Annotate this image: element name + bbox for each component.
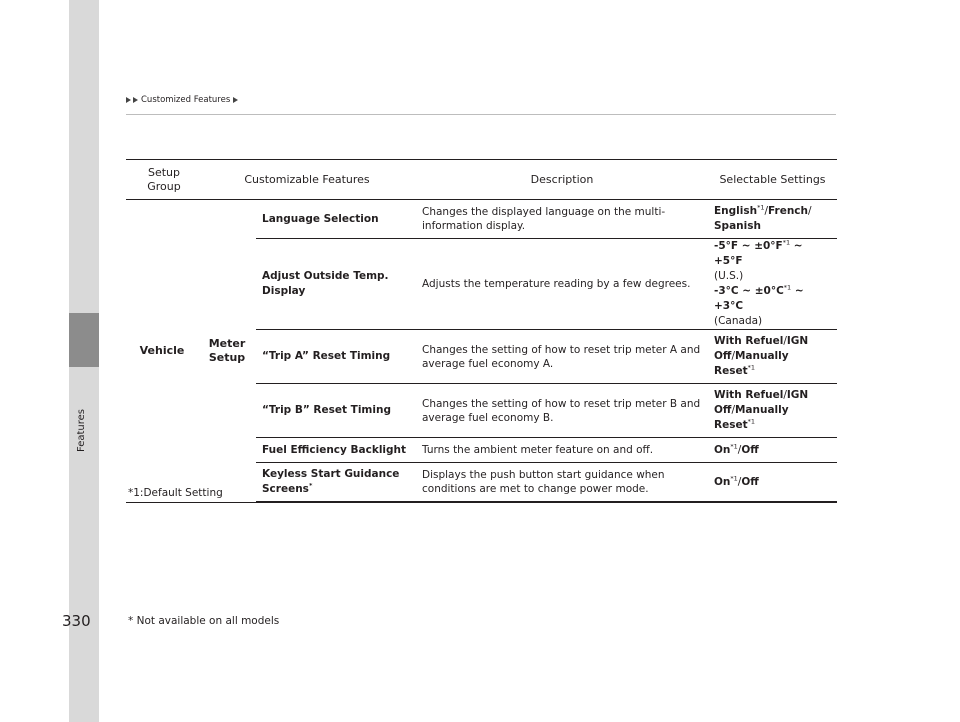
setting-option: Spanish <box>714 220 761 232</box>
default-marker: *1 <box>783 283 792 292</box>
setting-option: ~ +3°C <box>714 285 804 312</box>
header-selectable-settings: Selectable Settings <box>708 160 837 200</box>
feature-description: Changes the setting of how to reset trip meter A and average fuel economy A. <box>416 330 708 384</box>
sidebar-section-label: Features <box>76 409 87 452</box>
setting-option: Off <box>741 475 759 488</box>
setting-option: Manually Reset <box>714 350 789 377</box>
breadcrumb <box>126 95 240 105</box>
table-row <box>126 200 837 239</box>
header-description: Description <box>416 160 708 200</box>
feature-name: Fuel Efficiency Backlight <box>256 438 416 463</box>
separator: / <box>731 404 735 416</box>
triangle-right-icon <box>233 97 238 103</box>
setting-option: -5°F ~ ±0°F <box>714 240 783 252</box>
breadcrumb-label: Customized Features <box>141 95 231 105</box>
setting-option: IGN Off <box>714 389 809 416</box>
feature-name: Language Selection <box>256 200 416 239</box>
table-footnote: *1:Default Setting <box>128 487 223 499</box>
default-marker: *1 <box>757 203 765 212</box>
default-marker: *1 <box>730 474 738 482</box>
feature-description: Adjusts the temperature reading by a few degrees. <box>416 239 708 330</box>
feature-settings <box>708 463 837 502</box>
separator: / <box>783 389 787 401</box>
feature-settings <box>708 438 837 463</box>
setting-region: (U.S.) <box>714 270 744 282</box>
separator: / <box>731 350 735 362</box>
sidebar-tab-marker <box>69 313 99 367</box>
default-marker: *1 <box>747 363 755 372</box>
setting-option: -3°C ~ ±0°C <box>714 285 784 297</box>
table-header-row <box>126 160 837 200</box>
header-rule <box>126 114 836 115</box>
setting-option: IGN Off <box>714 335 809 362</box>
feature-description: Changes the displayed language on the multi-information display. <box>416 200 708 239</box>
group-cell: Vehicle <box>139 344 185 358</box>
customization-table <box>126 159 837 503</box>
feature-name <box>256 463 416 502</box>
setting-option: English <box>714 205 758 217</box>
default-marker: *1 <box>782 238 791 247</box>
setting-region: (Canada) <box>714 315 763 327</box>
feature-description: Changes the setting of how to reset trip meter B and average fuel economy B. <box>416 384 708 438</box>
subgroup-label: Meter Setup <box>208 336 246 364</box>
header-customizable-features: Customizable Features <box>198 160 416 200</box>
feature-description: Displays the push button start guidance when conditions are met to change power mode. <box>416 463 708 502</box>
feature-settings <box>708 384 837 438</box>
subgroup-cell <box>198 200 256 502</box>
setting-option: Off <box>741 443 759 456</box>
separator: / <box>737 443 742 456</box>
setting-option: Manually Reset <box>714 404 789 431</box>
setting-option: With Refuel <box>714 335 784 347</box>
separator: / <box>764 205 769 217</box>
triangle-right-icon <box>133 97 138 103</box>
separator: / <box>808 205 812 217</box>
feature-description: Turns the ambient meter feature on and off. <box>416 438 708 463</box>
default-marker: *1 <box>747 417 755 426</box>
header-setup-group <box>126 160 198 200</box>
page-number: 330 <box>62 612 91 630</box>
feature-settings <box>708 200 837 239</box>
default-marker: *1 <box>730 442 738 450</box>
feature-settings <box>708 239 837 330</box>
availability-marker: * <box>308 481 313 490</box>
setting-option: With Refuel <box>714 389 784 401</box>
separator: / <box>737 475 742 488</box>
setting-option: On <box>714 475 731 488</box>
availability-note: * Not available on all models <box>128 615 280 627</box>
setting-option: French <box>768 205 809 217</box>
setting-option: On <box>714 443 731 456</box>
table-bottom-rule <box>126 502 837 503</box>
feature-name: “Trip A” Reset Timing <box>256 330 416 384</box>
separator: / <box>783 335 787 347</box>
feature-name-text: Keyless Start Guidance Screens <box>262 468 400 495</box>
feature-name: “Trip B” Reset Timing <box>256 384 416 438</box>
header-setup-group-text: Setup Group <box>147 165 181 193</box>
feature-name: Adjust Outside Temp. Display <box>256 239 416 330</box>
setting-option: ~ +5°F <box>714 240 803 267</box>
feature-settings <box>708 330 837 384</box>
triangle-right-icon <box>126 97 131 103</box>
